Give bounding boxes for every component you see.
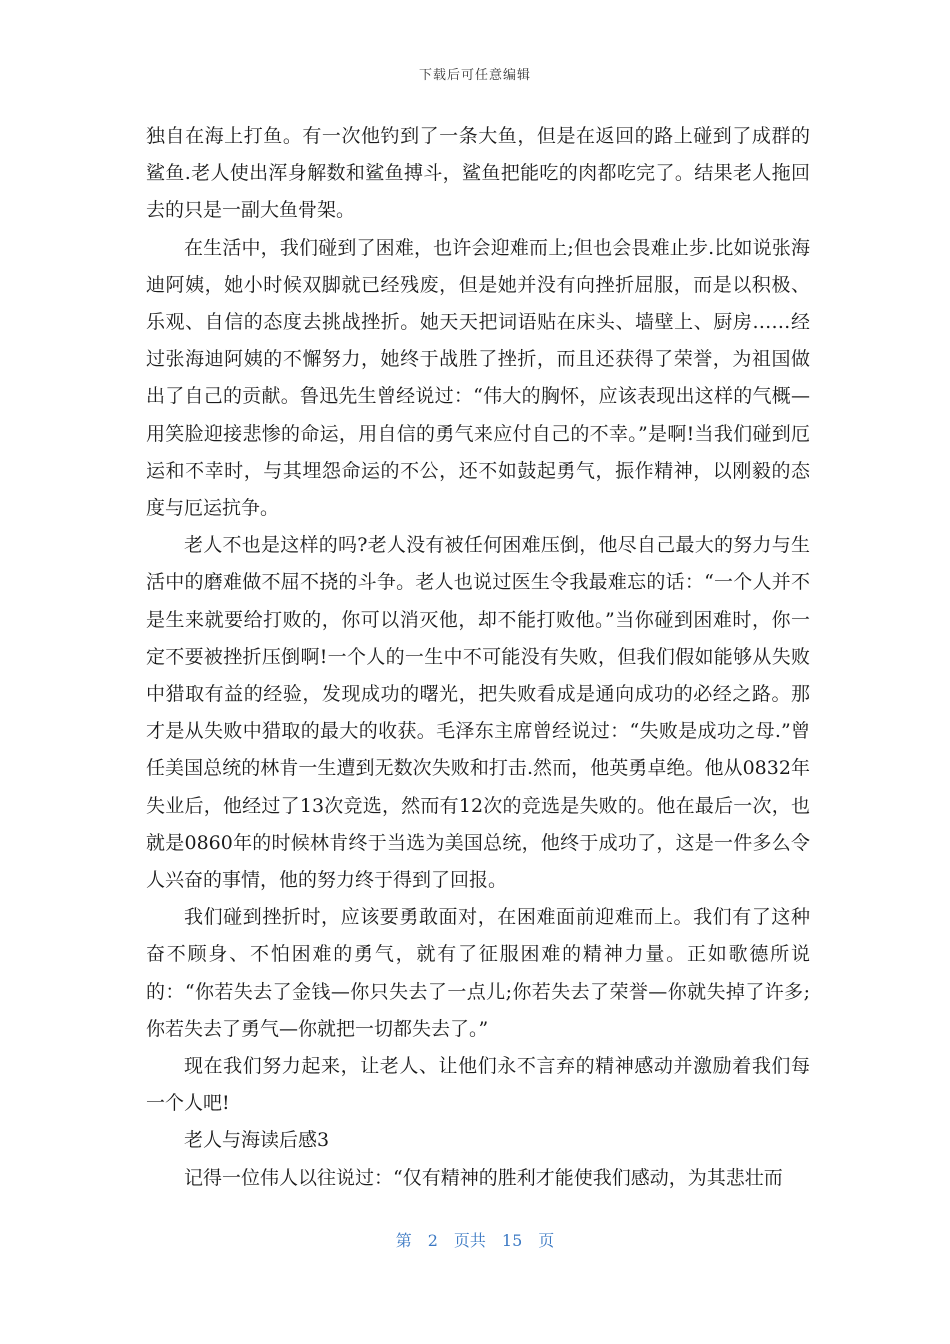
- document-body: [146, 118, 810, 1197]
- paragraph-3: 老人不也是这样的吗?老人没有被任何困难压倒，他尽自己最大的努力与生活中的磨难做不屈不挠的斗争。老人也说过医生令我最难忘的话：“一个人并不是生来就要给打败的，你可以消灭他，却不能打败他。”当你碰到困难时，你一定不要被挫折压倒啊!一个人的一生中不可能没有失败，但我们假如能够从失败中猎取有益的经验，发现成功的曙光，把失败看成是通向成功的必经之路。那才是从失败中猎取的最大的收获。毛泽东主席曾经说过：“失败是成功之母.”曾任美国总统的林肯一生遭到无数次失败和打击.然而，他英勇卓绝。他从0832年失业后，他经过了13次竞选，然而有12次的竞选是失败的。他在最后一次，也就是0860年的时候林肯终于当选为美国总统，他终于成功了，这是一件多么令人兴奋的事情，他的努力终于得到了回报。: [146, 534, 810, 892]
- page-label: 第: [395, 1231, 412, 1250]
- page-number: 2: [427, 1231, 438, 1250]
- paragraph-4: 我们碰到挫折时，应该要勇敢面对，在困难面前迎难而上。我们有了这种奋不顾身、不怕困难的勇气，就有了征服困难的精神力量。正如歌德所说的：“你若失去了金钱—你只失去了一点儿;你若失去了荣誉—你就失掉了许多;你若失去了勇气—你就把一切都失去了。”: [146, 906, 810, 1040]
- paragraph-2: 在生活中，我们碰到了困难，也许会迎难而上;但也会畏难止步.比如说张海迪阿姨，她小时候双脚就已经残废，但是她并没有向挫折屈服，而是以积极、乐观、自信的态度去挑战挫折。她天天把词语贴在床头、墙壁上、厨房……经过张海迪阿姨的不懈努力，她终于战胜了挫折，而且还获得了荣誉，为祖国做出了自己的贡献。鲁迅先生曾经说过：“伟大的胸怀，应该表现出这样的气概—用笑脸迎接悲惨的命运，用自信的勇气来应付自己的不幸。”是啊!当我们碰到厄运和不幸时，与其埋怨命运的不公，还不如鼓起勇气，振作精神，以刚毅的态度与厄运抗争。: [146, 236, 810, 520]
- paragraph-1: 独自在海上打鱼。有一次他钓到了一条大鱼，但是在返回的路上碰到了成群的鲨鱼.老人使出浑身解数和鲨鱼搏斗，鲨鱼把能吃的肉都吃完了。结果老人拖回去的只是一副大鱼骨架。: [146, 125, 810, 222]
- paragraph-5: 现在我们努力起来，让老人、让他们永不言弃的精神感动并激励着我们每一个人吧!: [146, 1055, 810, 1115]
- total-unit: 页: [538, 1231, 555, 1250]
- page-footer: [0, 1228, 950, 1251]
- page-unit: 页共: [453, 1231, 486, 1250]
- section-heading: 老人与海读后感3: [184, 1129, 330, 1152]
- total-pages: 15: [501, 1231, 523, 1250]
- paragraph-6: 记得一位伟人以往说过：“仅有精神的胜利才能使我们感动，为其悲壮而: [184, 1166, 783, 1189]
- page-header: 下载后可任意编辑: [418, 68, 531, 83]
